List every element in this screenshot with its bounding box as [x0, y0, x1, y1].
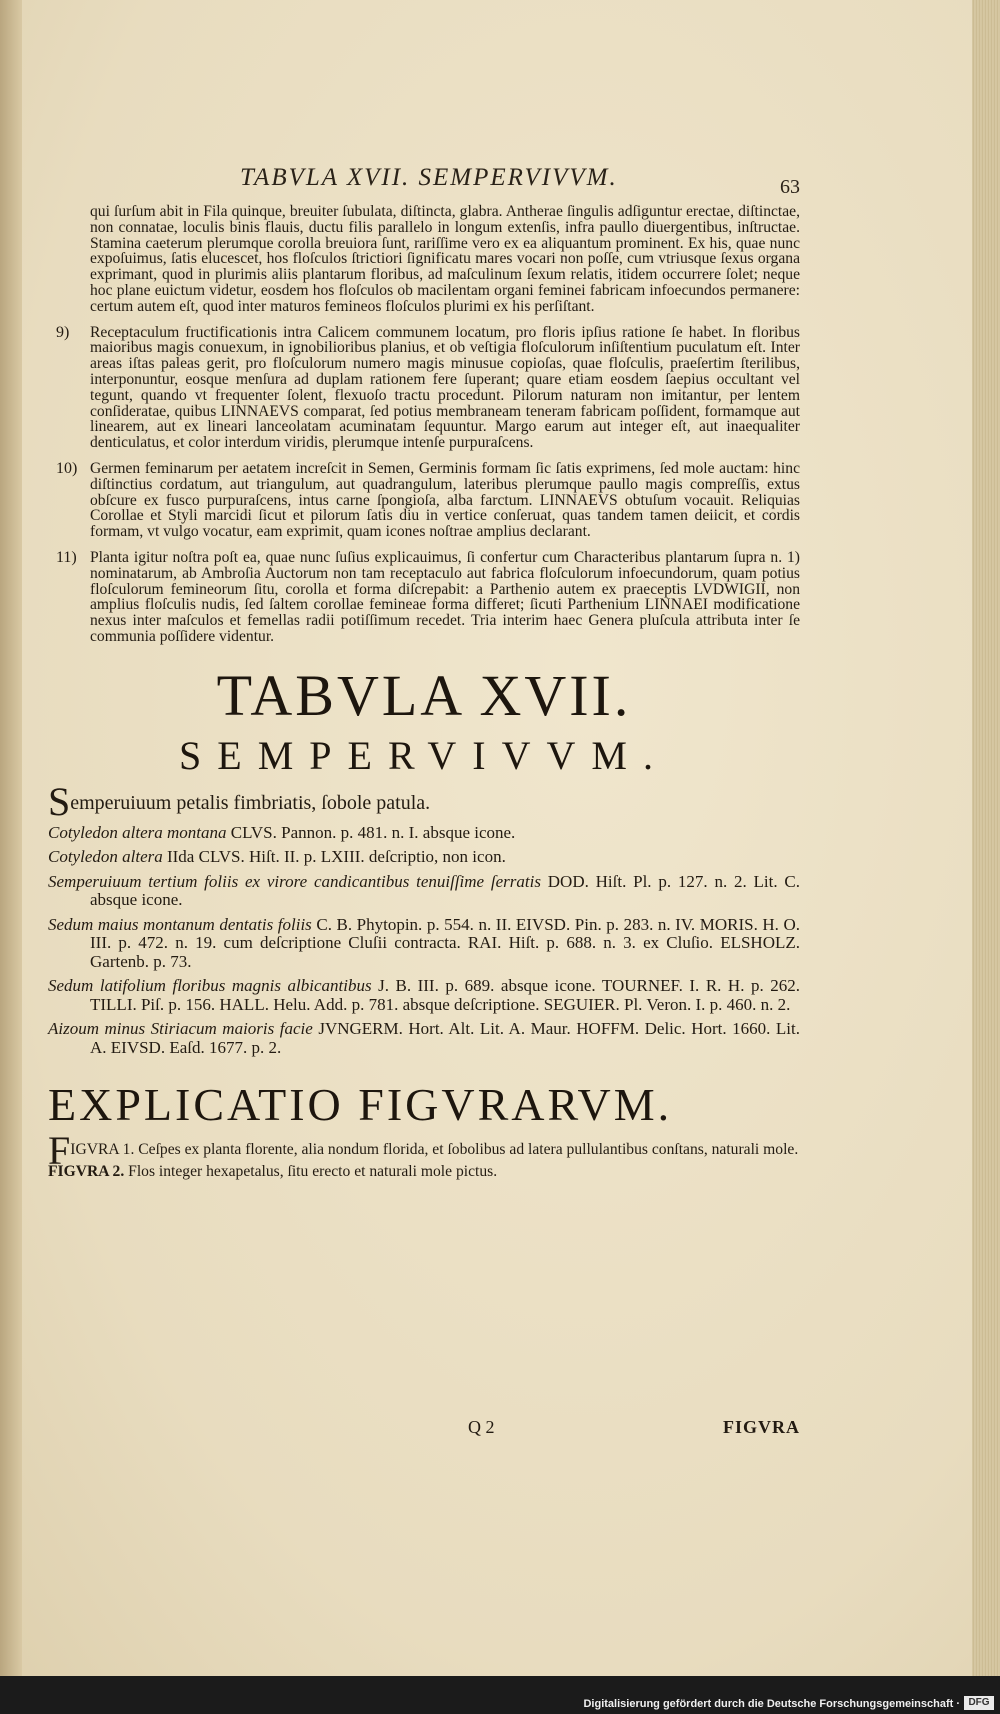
dfg-logo-icon: DFG — [964, 1696, 994, 1710]
numbered-paragraph-10 — [48, 461, 800, 540]
synonym-lead — [48, 778, 800, 824]
synonym-ref: J. B. III. p. 689. absque icone. TOURNEF. I. R. H. p. 262. TILLI. Piſ. p. 156. HALL. Helu. Add. p. 781. absque deſcriptione. SEGUIER. Pl. Veron. I. p. 460. n. 2. — [90, 976, 800, 1014]
synonym-lead-text: emperuiuum petalis fimbriatis, ſobole patula. — [70, 791, 431, 814]
running-head: TABVLA XVII. SEMPERVIVVM. — [240, 164, 618, 191]
figure-label: IGVRA 1. — [70, 1141, 135, 1159]
drop-initial: S — [48, 778, 71, 824]
paragraph-number: 11) — [56, 548, 77, 566]
synonym-name: Cotyledon altera montana — [48, 822, 227, 842]
synonym-entry — [48, 1020, 800, 1057]
section-subtitle: SEMPERVIVVM. — [179, 732, 669, 778]
page-body — [48, 204, 800, 1184]
numbered-paragraph-11 — [48, 550, 800, 645]
synonym-ref: C. B. Phytopin. p. 554. n. II. EIVSD. Pin. p. 283. n. IV. MORIS. H. O. III. p. 472. n. 19. cum deſcriptione Cluſii contracta. RAI. Hiſt. p. 688. n. 3. ex Cluſio. ELSHOLZ. Gartenb. p. 73. — [90, 914, 801, 971]
synonym-ref: CLVS. Pannon. p. 481. n. I. absque icone. — [226, 822, 516, 842]
paragraph-number: 10) — [56, 459, 78, 477]
facing-page-edge — [0, 0, 22, 1676]
synonym-name: Sedum latifolium floribus magnis albicantibus — [48, 976, 372, 996]
paragraph-number: 9) — [56, 323, 70, 341]
paragraph-text: Receptaculum fructificationis intra Calicem communem locatum, pro floris ipſius ratione ſe habet. In floribus maioribus magis conuexum, in ignobilioribus planius, et ob veſtigia floſculorum inſiſtentium puculatum eſt. Inter areas iſtas paleas gerit, pro floſculorum numero magis minusue copioſas, quae floſculis, praeſertim ſterilibus, interponuntur, eosque menſura ad duplam rationem fere ſuperant; quare etiam eosdem ſaepius occultant vel tegunt, quando vt frequenter ſolent, flexuoſo tractu procedunt. Pilorum naturam non imitantur, per lentem conſideratae, quibus LINNAEVS comparat, ſed potius membraneam teneram fabricam poſſident, formamque aut linearem, aut ex lineari lanceolatam acuminatam ſequuntur. Margo earum aut integer eſt, aut inaequaliter denticulatus, et color interdum viridis, plerumque intenſe purpuraſcens. — [90, 323, 800, 452]
figure-text: Ceſpes ex planta florente, alia nondum florida, et ſobolibus ad latera pullulantibus conſtans, naturali mole. — [134, 1141, 799, 1159]
signature-mark: Q 2 — [468, 1417, 495, 1437]
synonym-entry — [48, 977, 800, 1014]
synonym-ref: DOD. Hiſt. Pl. p. 127. n. 2. Lit. C. absque icone. — [90, 871, 800, 910]
numbered-paragraph-9 — [48, 325, 800, 451]
synonym-name: Aizoum minus Stiriacum maioris facie — [48, 1019, 313, 1039]
section-title: TABVLA XVII. — [216, 662, 632, 728]
synonym-name: Sedum maius montanum dentatis foliis — [48, 914, 312, 934]
synonym-name: Semperuiuum tertium foliis ex virore candicantibus tenuiſſime ſerratis — [48, 871, 541, 891]
synonym-entry — [48, 873, 800, 910]
synonym-entry — [48, 916, 800, 972]
synonym-ref: IIda CLVS. Hiſt. II. p. LXIII. deſcriptio, non icon. — [162, 847, 506, 867]
paragraph-text: Germen feminarum per aetatem increſcit in Semen, Germinis formam ſic ſatis exprimens, ſed mole auctam: hinc diſtinctius cordatum, aut triangulum, aut quadrangulum, lateribus plerumque paullo magis compreſſis, extus obſcure ex fusco purpuraſcens, intus carne ſpongioſa, alba farctum. LINNAEVS obtuſum vocauit. Reliquias Corollae et Styli marcidi ſicut et pilorum ſatis diu in vertice conſeruat, quas tandem tamen deiicit, et cordis formam, vt vulgo vocatur, eam exprimit, quam icones noſtrae amplius declarant. — [90, 459, 800, 541]
synonym-name: Cotyledon altera — [48, 847, 163, 867]
drop-initial: F — [48, 1128, 71, 1174]
figure-text: Flos integer hexapetalus, ſitu erecto et naturali mole pictus. — [124, 1163, 498, 1181]
catchword: FIGVRA — [723, 1417, 800, 1437]
book-block-edge — [972, 0, 1000, 1676]
synonym-entry — [48, 848, 800, 867]
paragraph-text: Planta igitur noſtra poſt ea, quae nunc ſuſius explicauimus, ſi confertur cum Characteribus plantarum ſupra n. 1) nominatarum, ab Ambroſia Auctorum non tam receptaculo aut fabrica floſculorum infoecundorum, quam potius floſculorum femineorum ſitu, corolla et forma diſcrepabit: a Parthenio autem ex praeceptis LVDWIGII, non amplius floſculis nudis, ſed ſaltem corollae femineae forma differet; ſicuti Parthenium LINNAEI modificatione nexus inter maſculos et femellas radii potiſſimum recedet. Tria interim haec Genera pluſcula attributa inter ſe communia poſſidere videntur. — [90, 548, 800, 645]
intro-paragraph: qui ſurſum abit in Fila quinque, breuiter ſubulata, diſtincta, glabra. Antherae ſingulis adſiguntur erectae, diſtinctae, non connatae, loculis binis flauis, ductu filis parallelo in longum extenſis, infra paullo diuergentibus, inſtructae. Stamina caeterum plerumque corolla breuiora ſunt, rariſſime vero ex ea aliquantum prominent. Ex his, quae nunc expoſuimus, ſatis elucescet, hos floſculos ſtrictiori ſignificatu mares vocari non poſſe, cum vtriusque ſexus organa exprimant, quod in plurimis aliis plantarum floribus, ad maſculinum ſexum relatis, itidem occurrere ſolet; neque hoc plane euictum videtur, eosdem hos floſculos ob macilentam organi feminei fabricam infoecundos permanere: certum autem eſt, quod inter maturos femineos floſculos plurimi ex his perſiſtant. — [90, 203, 800, 315]
synonym-ref: JVNGERM. Hort. Alt. Lit. A. Maur. HOFFM. Delic. Hort. 1660. Lit. A. EIVSD. Eaſd. 1677. p. 2. — [90, 1019, 800, 1057]
figure-entry — [48, 1163, 800, 1180]
figure-label: FIGVRA 2. — [48, 1163, 125, 1181]
funding-notice: Digitalisierung gefördert durch die Deutsche Forschungsgemeinschaft · — [583, 1698, 960, 1710]
explicatio-title: EXPLICATIO FIGVRARVM. — [48, 1079, 673, 1131]
synonym-entry — [48, 824, 800, 843]
page-number: 63 — [780, 176, 800, 198]
